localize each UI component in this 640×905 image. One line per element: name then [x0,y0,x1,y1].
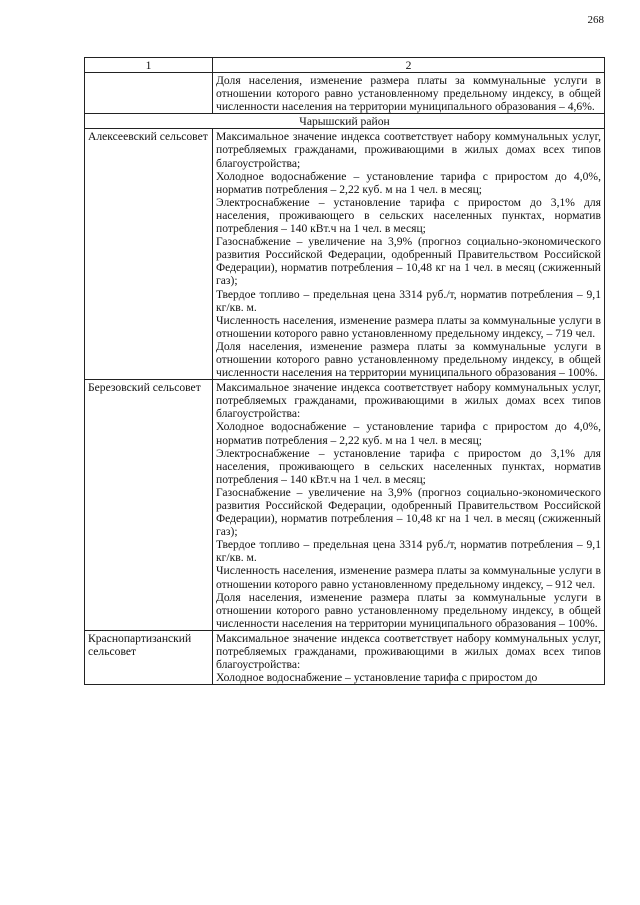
row-details [213,380,605,631]
municipality-name: Березовский сельсовет [85,380,213,631]
row-details [213,129,605,380]
paragraph: Холодное водоснабжение – установление тарифа с приростом до 4,0%, норматив потребления – 2,22 куб. м на 1 чел. в месяц; [216,169,601,196]
table-row [85,380,605,631]
section-row [85,114,605,129]
table-row [85,129,605,380]
table-header-row [85,58,605,73]
section-title: Чарышский район [85,114,605,129]
page-number: 268 [587,14,604,26]
paragraph: Максимальное значение индекса соответствует набору коммунальных услуг, потребляемых гражданами, проживающими в жилых домах всех типов благоустройства; [216,130,601,170]
tariff-table [84,57,605,685]
column-header-2: 2 [213,58,605,73]
empty-cell [85,73,213,114]
paragraph: Электроснабжение – установление тарифа с приростом до 3,1% для населения, проживающего в сельских населенных пунктах, норматив потребления – 140 кВт.ч на 1 чел. в месяц; [216,446,601,486]
paragraph: Численность населения, изменение размера платы за коммунальные услуги в отношении которого равно установленному предельному индексу, – 719 чел. [216,313,601,340]
paragraph: Численность населения, изменение размера платы за коммунальные услуги в отношении которого равно установленному предельному индексу, – 912 чел. [216,564,601,591]
paragraph: Холодное водоснабжение – установление тарифа с приростом до 4,0%, норматив потребления – 2,22 куб. м на 1 чел. в месяц; [216,420,601,447]
paragraph: Максимальное значение индекса соответствует набору коммунальных услуг, потребляемых гражданами, проживающими в жилых домах всех типов благоустройства: [216,631,601,672]
column-header-1: 1 [85,58,213,73]
table-row [85,630,605,684]
paragraph: Электроснабжение – установление тарифа с приростом до 3,1% для населения, проживающего в сельских населенных пунктах, норматив потребления – 140 кВт.ч на 1 чел. в месяц; [216,195,601,236]
paragraph: Твердое топливо – предельная цена 3314 руб./т, норматив потребления – 9,1 кг/кв. м. [216,287,601,314]
paragraph: Газоснабжение – увеличение на 3,9% (прогноз социально-экономического развития Российской Федерации, одобренный Правительством Российской Федерации), норматив потребления – 10,48 кг на 1 чел. в месяц (сжиженный газ); [216,485,601,539]
paragraph: Твердое топливо – предельная цена 3314 руб./т, норматив потребления – 9,1 кг/кв. м. [216,538,601,565]
row-details [213,630,605,684]
paragraph: Доля населения, изменение размера платы за коммунальные услуги в отношении которого равно установленному предельному индексу, в общей численности населения на территории муниципального образования – 100%. [216,590,601,630]
continuation-row [85,73,605,114]
municipality-name: Алексеевский сельсовет [85,129,213,380]
municipality-name: Краснопартизанский сельсовет [85,630,213,684]
paragraph: Холодное водоснабжение – установление тарифа с приростом до [216,671,538,685]
paragraph: Доля населения, изменение размера платы за коммунальные услуги в отношении которого равно установленному предельному индексу, в общей численности населения на территории муниципального образования – 100%. [216,339,601,380]
paragraph: Максимальное значение индекса соответствует набору коммунальных услуг, потребляемых гражданами, проживающими в жилых домах всех типов благоустройства: [216,381,601,421]
paragraph: Газоснабжение – увеличение на 3,9% (прогноз социально-экономического развития Российской Федерации, одобренный Правительством Российской Федерации), норматив потребления – 10,48 кг на 1 чел. в месяц (сжиженный газ); [216,235,601,288]
continuation-text: Доля населения, изменение размера платы за коммунальные услуги в отношении которого равно установленному предельному индексу, в общей численности населения на территории муниципального образования – 4,6%. [213,73,605,114]
